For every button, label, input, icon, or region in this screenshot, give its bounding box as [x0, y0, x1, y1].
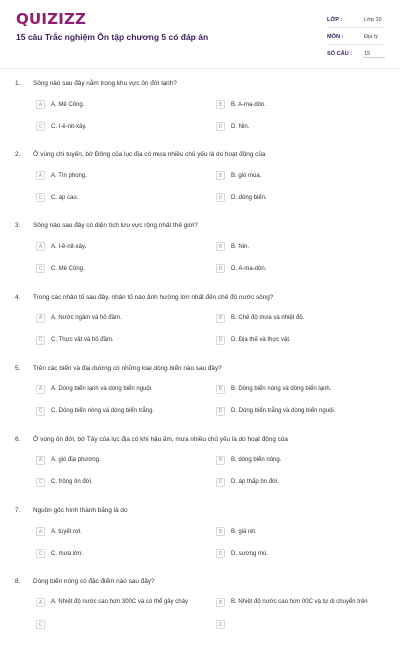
question-text: Trong các nhân tố sau đây, nhân tố nào ảnh hưởng lớn nhất đến chế độ nước sông?	[33, 293, 274, 301]
option-letter-box: B	[216, 100, 225, 109]
option-letter-box: D	[216, 122, 225, 131]
question-text: Nguồn gốc hình thành băng là do	[33, 507, 128, 515]
option-letter-box: C	[36, 264, 45, 273]
option-letter-box: A	[36, 598, 45, 607]
answer-option-b[interactable]	[216, 526, 257, 537]
option-letter-box: D	[216, 193, 225, 202]
meta-label: MÔN :	[327, 33, 344, 40]
answer-option-d[interactable]	[216, 263, 266, 274]
question-text: Ở vùng ôn đới, bờ Tây của lục địa có khí hậu ấm, mưa nhiều chủ yếu là do hoạt động của	[33, 435, 288, 443]
option-text: A. gió địa phương.	[51, 457, 101, 464]
option-text: C. mưa lớn.	[51, 550, 83, 557]
answer-option-a[interactable]	[36, 99, 84, 110]
option-letter-box: A	[36, 527, 45, 536]
answer-option-c[interactable]	[36, 335, 114, 346]
option-text: A. Nước ngầm và hồ đầm.	[51, 315, 122, 322]
answer-option-d[interactable]	[216, 619, 376, 630]
question-text: Sông nào sau đây nằm trong khu vực ôn đới lạnh?	[33, 80, 177, 87]
option-letter-box: C	[36, 193, 45, 202]
question-number: 6.	[15, 435, 21, 443]
option-letter-box: B	[216, 456, 225, 465]
option-text: D. dòng biển.	[231, 194, 267, 201]
option-letter-box: D	[216, 549, 225, 558]
question-number: 8.	[15, 578, 21, 586]
meta-row-count	[327, 46, 385, 62]
option-text: D. Dòng biển trắng và dòng biển nguội.	[231, 408, 336, 415]
meta-value: Lớp 10	[364, 16, 382, 23]
option-text: C. Dòng biển nóng và dòng biển trắng.	[51, 408, 155, 415]
option-letter-box: A	[36, 314, 45, 323]
option-text: D. Nin.	[231, 123, 250, 130]
option-text: A. tuyết rơi.	[51, 528, 82, 535]
meta-value: 15	[363, 51, 385, 58]
option-letter-box: C	[36, 620, 45, 629]
option-text: A. Nhiệt độ nước cao hơn 300C và có thể gây cháy	[51, 599, 188, 606]
option-letter-box: C	[36, 478, 45, 487]
option-letter-box: D	[216, 407, 225, 416]
question-item	[0, 151, 400, 222]
option-letter-box: C	[36, 122, 45, 131]
option-text: D. Địa thế và thực vật.	[231, 337, 291, 344]
option-letter-box: C	[36, 336, 45, 345]
question-item	[0, 507, 400, 578]
header	[0, 0, 400, 68]
answer-option-d[interactable]	[216, 406, 335, 417]
option-text: B. Chế độ mưa và nhiệt độ.	[231, 315, 305, 322]
option-letter-box: A	[36, 385, 45, 394]
answer-option-b[interactable]	[216, 597, 376, 608]
question-item	[0, 578, 400, 649]
meta-label: SỐ CÂU :	[327, 51, 353, 57]
meta-row-subject	[327, 29, 385, 45]
option-text: A. Dòng biển lạnh và dòng biển nguội.	[51, 386, 153, 393]
question-list	[0, 80, 400, 650]
question-text: Dòng biển nóng có đặc điểm nào sau đây?	[33, 578, 155, 586]
option-letter-box: A	[36, 171, 45, 180]
option-text: C. Mê Công.	[51, 265, 85, 272]
option-letter-box: C	[36, 407, 45, 416]
meta-value: Địa lý	[364, 33, 378, 40]
question-text: Ở vùng chí tuyến, bờ Đông của lục địa có mưa nhiều chủ yếu là do hoạt động của	[33, 151, 266, 159]
meta-label: LỚP :	[327, 16, 343, 23]
meta-row-class	[327, 12, 385, 28]
option-text: A. Tín phong.	[51, 172, 87, 179]
question-number: 2.	[15, 151, 21, 159]
option-letter-box: B	[216, 598, 225, 607]
answer-option-b[interactable]	[216, 241, 249, 252]
option-text: B. gió mùa.	[231, 172, 262, 179]
answer-option-c[interactable]	[36, 406, 154, 417]
question-item	[0, 436, 400, 507]
option-letter-box: A	[36, 100, 45, 109]
question-text: Trên các biển và đại dương có những loại dòng biển nào sau đây?	[33, 364, 222, 372]
answer-option-c[interactable]	[36, 263, 85, 274]
question-number: 3.	[15, 222, 21, 230]
option-text: B. Nhiệt độ nước cao hơn 00C và tự di chuyển trên	[231, 599, 368, 606]
option-letter-box: D	[216, 336, 225, 345]
question-item	[0, 80, 400, 151]
answer-option-b[interactable]	[216, 170, 261, 181]
question-number: 5.	[15, 364, 21, 372]
quizizz-logo[interactable]: QUIZIZZ	[16, 10, 87, 28]
option-text: C. I-ê-nit-xây.	[51, 123, 87, 130]
option-text: D. A-ma-dôn.	[231, 265, 267, 272]
page-title: 15 câu Trắc nghiệm Ôn tập chương 5 có đáp án	[16, 32, 209, 42]
option-text: D. áp thấp ôn đới.	[231, 479, 279, 486]
answer-option-c[interactable]	[36, 548, 83, 559]
answer-option-a[interactable]	[36, 597, 196, 608]
option-letter-box: A	[36, 456, 45, 465]
option-letter-box: B	[216, 385, 225, 394]
answer-option-a[interactable]	[36, 170, 87, 181]
answer-option-c[interactable]	[36, 619, 196, 630]
answer-option-d[interactable]	[216, 192, 267, 203]
option-letter-box: D	[216, 478, 225, 487]
answer-option-a[interactable]	[36, 526, 82, 537]
option-letter-box: D	[216, 264, 225, 273]
answer-option-b[interactable]	[216, 313, 304, 324]
option-text: C. frông ôn đới.	[51, 479, 93, 486]
answer-option-b[interactable]	[216, 99, 266, 110]
option-text: B. A-ma-dôn.	[231, 101, 267, 108]
question-number: 1.	[15, 80, 21, 87]
answer-option-a[interactable]	[36, 241, 86, 252]
option-text: D. sương mù.	[231, 550, 268, 557]
answer-option-b[interactable]	[216, 384, 331, 395]
answer-option-a[interactable]	[36, 455, 101, 466]
header-divider	[0, 68, 400, 69]
question-item	[0, 365, 400, 436]
option-letter-box: B	[216, 527, 225, 536]
answer-option-d[interactable]	[216, 335, 291, 346]
option-text: B. dòng biển nóng.	[231, 457, 282, 464]
question-item	[0, 294, 400, 365]
option-letter-box: B	[216, 171, 225, 180]
option-text: B. giá rét.	[231, 528, 257, 535]
question-number: 7.	[15, 507, 21, 515]
answer-option-b[interactable]	[216, 455, 281, 466]
option-letter-box: D	[216, 620, 225, 629]
option-letter-box: B	[216, 314, 225, 323]
answer-option-c[interactable]	[36, 192, 78, 203]
option-text: B. Nin.	[231, 243, 250, 250]
answer-option-d[interactable]	[216, 548, 268, 559]
option-text: B. Dòng biển nóng và dòng biển lạnh.	[231, 386, 332, 393]
answer-option-d[interactable]	[216, 477, 279, 488]
option-letter-box: C	[36, 549, 45, 558]
option-letter-box: A	[36, 242, 45, 251]
answer-option-c[interactable]	[36, 121, 87, 132]
option-text: A. Mê Công.	[51, 101, 85, 108]
option-letter-box: B	[216, 242, 225, 251]
option-text: C. Thực vật và hồ đầm.	[51, 337, 114, 344]
answer-option-a[interactable]	[36, 313, 122, 324]
option-text: C. áp cao.	[51, 194, 79, 201]
answer-option-c[interactable]	[36, 477, 93, 488]
question-item	[0, 222, 400, 293]
question-text: Sông nào sau đây có diện tích lưu vực rộng nhất thế giới?	[33, 222, 198, 230]
answer-option-a[interactable]	[36, 384, 153, 395]
option-text: A. I-ê-nit-xây.	[51, 243, 87, 250]
question-number: 4.	[15, 293, 21, 301]
quiz-meta	[327, 12, 385, 63]
answer-option-d[interactable]	[216, 121, 249, 132]
